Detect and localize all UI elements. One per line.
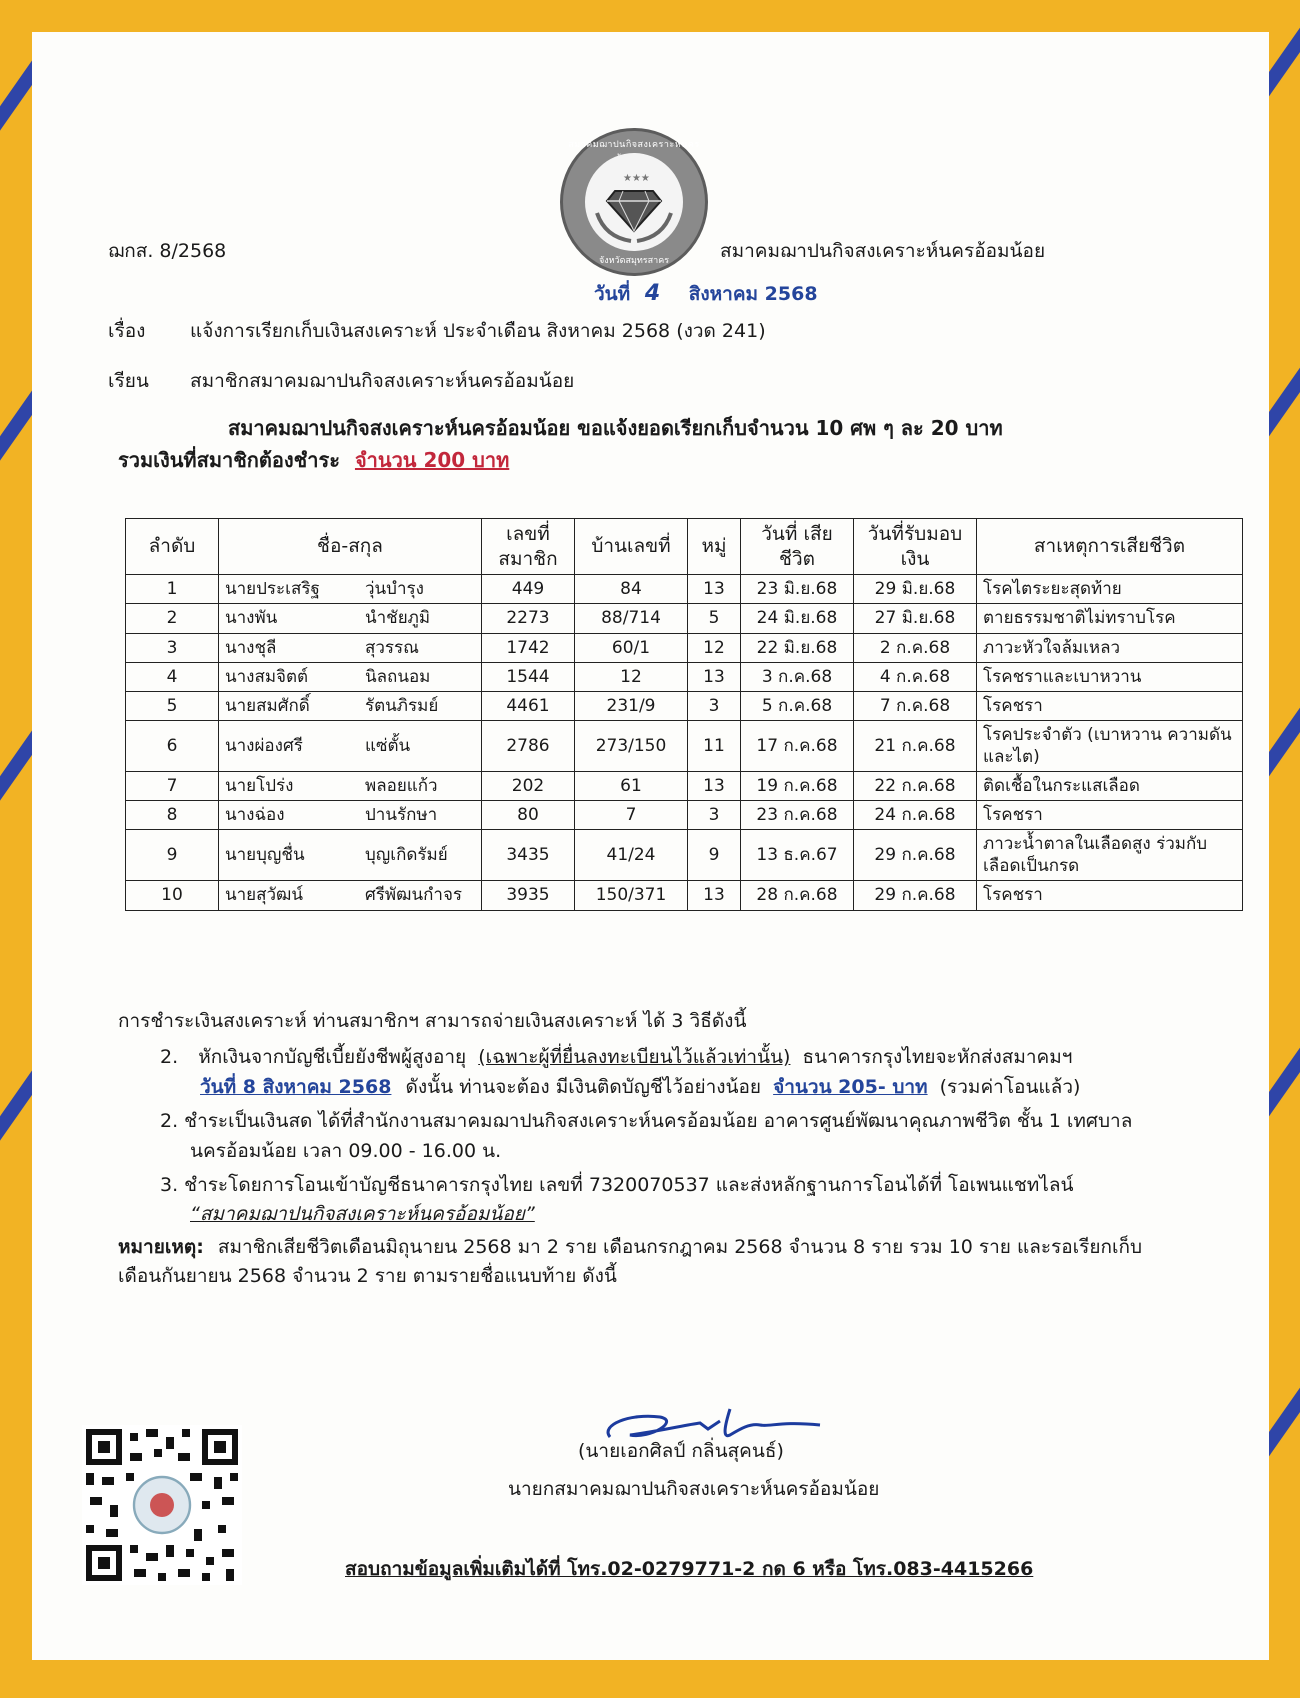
table-row <box>126 604 1243 633</box>
diamond-hands-icon <box>585 153 683 251</box>
cell-member-no: 202 <box>482 772 575 801</box>
cell-no: 10 <box>126 881 219 910</box>
cell-moo: 11 <box>688 720 741 771</box>
cell-moo: 13 <box>688 772 741 801</box>
cell-moo: 13 <box>688 662 741 691</box>
cell-house-no: 12 <box>575 662 688 691</box>
col-header-no: ลำดับ <box>126 519 219 575</box>
cell-death-date: 17 ก.ค.68 <box>741 720 854 771</box>
first-name: นายโปร่ง <box>225 776 294 797</box>
cell-member-no: 449 <box>482 575 575 604</box>
cell-moo: 9 <box>688 830 741 881</box>
cell-no: 7 <box>126 772 219 801</box>
cell-no: 9 <box>126 830 219 881</box>
svg-text:★★★: ★★★ <box>623 173 650 184</box>
note-text: สมาชิกเสียชีวิตเดือนมิถุนายน 2568 มา 2 ราย เดือนกรกฎาคม 2568 จำนวน 8 ราย รวม 10 ราย และรอเรียกเก็บ <box>217 1236 1143 1258</box>
cell-member-no: 3935 <box>482 881 575 910</box>
cell-moo: 12 <box>688 633 741 662</box>
last-name: สุวรรณ <box>365 637 419 658</box>
cell-paid-date: 29 ก.ค.68 <box>854 881 977 910</box>
cell-name <box>219 691 482 720</box>
association-name: สมาคมฌาปนกิจสงเคราะห์นครอ้อมน้อย <box>720 240 1046 262</box>
table-row <box>126 772 1243 801</box>
first-name: นายบุญชื่น <box>225 845 305 866</box>
transfer-fee-note: (รวมค่าโอนแล้ว) <box>939 1076 1081 1098</box>
cell-cause: โรคชราและเบาหวาน <box>977 662 1243 691</box>
cell-house-no: 273/150 <box>575 720 688 771</box>
subject-label: เรื่อง <box>108 320 146 342</box>
cell-cause: ติดเชื้อในกระแสเลือด <box>977 772 1243 801</box>
table-row <box>126 633 1243 662</box>
note-line2: เดือนกันยายน 2568 จำนวน 2 ราย ตามรายชื่อแนบท้าย ดังนี้ <box>118 1265 617 1287</box>
cell-member-no: 1544 <box>482 662 575 691</box>
last-name: นิลถนอม <box>365 666 431 687</box>
table-row <box>126 720 1243 771</box>
date-day: 4 <box>644 281 661 306</box>
cell-paid-date: 27 มิ.ย.68 <box>854 604 977 633</box>
cell-death-date: 24 มิ.ย.68 <box>741 604 854 633</box>
cell-name <box>219 830 482 881</box>
col-header-moo: หมู่ <box>688 519 741 575</box>
announcement-line2 <box>118 448 509 473</box>
deceased-members-table <box>125 518 1243 911</box>
signatory-position: นายกสมาคมฌาปนกิจสงเคราะห์นครอ้อมน้อย <box>508 1478 880 1500</box>
cell-death-date: 3 ก.ค.68 <box>741 662 854 691</box>
cell-death-date: 13 ธ.ค.67 <box>741 830 854 881</box>
table-row <box>126 830 1243 881</box>
cell-member-no: 80 <box>482 801 575 830</box>
method-1-balance-text: ดังนั้น ท่านจะต้อง มีเงินติดบัญชีไว้อย่างน้อย <box>405 1076 762 1098</box>
cell-no: 3 <box>126 633 219 662</box>
cell-name <box>219 604 482 633</box>
cell-moo: 5 <box>688 604 741 633</box>
recipient-text: สมาชิกสมาคมฌาปนกิจสงเคราะห์นครอ้อมน้อย <box>190 370 575 392</box>
table-row <box>126 575 1243 604</box>
cell-paid-date: 4 ก.ค.68 <box>854 662 977 691</box>
association-seal <box>560 128 708 276</box>
cell-name <box>219 662 482 691</box>
cell-cause: โรคประจำตัว (เบาหวาน ความดัน และไต) <box>977 720 1243 771</box>
table-header-row <box>126 519 1243 575</box>
cell-house-no: 84 <box>575 575 688 604</box>
cell-paid-date: 24 ก.ค.68 <box>854 801 977 830</box>
cell-death-date: 19 ก.ค.68 <box>741 772 854 801</box>
line-openchat-name: “สมาคมฌาปนกิจสงเคราะห์นครอ้อมน้อย” <box>190 1203 535 1225</box>
cell-house-no: 150/371 <box>575 881 688 910</box>
cell-cause: โรคไตระยะสุดท้าย <box>977 575 1243 604</box>
cell-name <box>219 633 482 662</box>
cell-member-no: 1742 <box>482 633 575 662</box>
method-1-number: 2. <box>160 1046 179 1068</box>
table-row <box>126 662 1243 691</box>
cell-name <box>219 720 482 771</box>
seal-bottom-text: จังหวัดสมุทรสาคร <box>598 256 670 266</box>
cell-no: 1 <box>126 575 219 604</box>
cell-moo: 13 <box>688 575 741 604</box>
cell-name <box>219 772 482 801</box>
cell-member-no: 2786 <box>482 720 575 771</box>
total-amount: จำนวน 200 บาท <box>354 448 510 472</box>
subject-text: แจ้งการเรียกเก็บเงินสงเคราะห์ ประจำเดือน สิงหาคม 2568 (งวด 241) <box>190 320 766 342</box>
cell-name <box>219 881 482 910</box>
note-label: หมายเหตุ: <box>118 1236 204 1258</box>
cell-no: 4 <box>126 662 219 691</box>
table-row <box>126 691 1243 720</box>
first-name: นางพัน <box>225 608 278 629</box>
last-name: ปานรักษา <box>365 805 438 826</box>
cell-paid-date: 21 ก.ค.68 <box>854 720 977 771</box>
method-1-bank: ธนาคารกรุงไทยจะหักส่งสมาคมฯ <box>802 1046 1073 1068</box>
last-name: ศรีพัฒนกำจร <box>365 885 463 906</box>
cell-death-date: 23 ก.ค.68 <box>741 801 854 830</box>
payment-intro: การชำระเงินสงเคราะห์ ท่านสมาชิกฯ สามารถจ่ายเงินสงเคราะห์ ได้ 3 วิธีดังนี้ <box>118 1010 747 1032</box>
cell-moo: 3 <box>688 801 741 830</box>
cell-no: 8 <box>126 801 219 830</box>
cell-paid-date: 22 ก.ค.68 <box>854 772 977 801</box>
col-header-house-no: บ้านเลขที่ <box>575 519 688 575</box>
col-header-death-date: วันที่ เสียชีวิต <box>741 519 854 575</box>
col-header-member-no: เลขที่ สมาชิก <box>482 519 575 575</box>
first-name: นางชุลี <box>225 637 277 658</box>
date-prefix: วันที่ <box>594 283 631 305</box>
first-name: นายสมศักดิ์ <box>225 695 310 716</box>
recipient-label: เรียน <box>108 370 149 392</box>
date-month-year: สิงหาคม 2568 <box>688 283 818 305</box>
cell-death-date: 22 มิ.ย.68 <box>741 633 854 662</box>
cell-cause: ตายธรรมชาติไม่ทราบโรค <box>977 604 1243 633</box>
cell-cause: โรคชรา <box>977 801 1243 830</box>
cell-cause: โรคชรา <box>977 691 1243 720</box>
payment-method-2-line2: นครอ้อมน้อย เวลา 09.00 - 16.00 น. <box>190 1140 502 1162</box>
note-line1 <box>118 1236 1142 1260</box>
contact-info: สอบถามข้อมูลเพิ่มเติมได้ที่ โทร.02-0279771-2 กด 6 หรือ โทร.083-4415266 <box>345 1558 1034 1580</box>
cell-no: 6 <box>126 720 219 771</box>
cell-moo: 13 <box>688 881 741 910</box>
col-header-cause: สาเหตุการเสียชีวิต <box>977 519 1243 575</box>
document-date <box>594 280 818 308</box>
last-name: พลอยแก้ว <box>365 776 438 797</box>
payment-method-1-cont <box>200 1076 1080 1100</box>
first-name: นายประเสริฐ <box>225 579 320 600</box>
table-row <box>126 881 1243 910</box>
payment-method-1 <box>160 1046 1072 1070</box>
first-name: นางฉ่อง <box>225 805 285 826</box>
first-name: นายสุวัฒน์ <box>225 885 304 906</box>
deduction-date: วันที่ 8 สิงหาคม 2568 <box>200 1076 392 1098</box>
cell-house-no: 41/24 <box>575 830 688 881</box>
cell-member-no: 3435 <box>482 830 575 881</box>
cell-death-date: 23 มิ.ย.68 <box>741 575 854 604</box>
cell-no: 5 <box>126 691 219 720</box>
cell-moo: 3 <box>688 691 741 720</box>
minimum-balance: จำนวน 205- บาท <box>773 1076 928 1098</box>
cell-name <box>219 575 482 604</box>
col-header-name: ชื่อ-สกุล <box>219 519 482 575</box>
method-1-text: หักเงินจากบัญชีเบี้ยยังชีพผู้สูงอายุ <box>198 1046 467 1068</box>
signatory-name: (นายเอกศิลป์ กลิ่นสุคนธ์) <box>578 1440 784 1462</box>
cell-paid-date: 7 ก.ค.68 <box>854 691 977 720</box>
last-name: วุ่นบำรุง <box>365 579 424 600</box>
payment-method-3-line1: 3. ชำระโดยการโอนเข้าบัญชีธนาคารกรุงไทย เลขที่ 7320070537 และส่งหลักฐานการโอนได้ที่ โอเพนแชทไลน์ <box>160 1174 1074 1196</box>
method-1-condition: (เฉพาะผู้ที่ยื่นลงทะเบียนไว้แล้วเท่านั้น) <box>478 1046 791 1068</box>
cell-member-no: 2273 <box>482 604 575 633</box>
total-label: รวมเงินที่สมาชิกต้องชำระ <box>118 448 340 472</box>
last-name: รัตนภิรมย์ <box>365 695 439 716</box>
payment-method-2-line1: 2. ชำระเป็นเงินสด ได้ที่สำนักงานสมาคมฌาปนกิจสงเคราะห์นครอ้อมน้อย อาคารศูนย์พัฒนาคุณภาพชีวิต ชั้น 1 เทศบาล <box>160 1110 1133 1132</box>
cell-house-no: 88/714 <box>575 604 688 633</box>
cell-cause: ภาวะหัวใจล้มเหลว <box>977 633 1243 662</box>
cell-house-no: 231/9 <box>575 691 688 720</box>
last-name: นำชัยภูมิ <box>365 608 431 629</box>
first-name: นางสมจิตต์ <box>225 666 309 687</box>
col-header-paid-date: วันที่รับมอบ เงิน <box>854 519 977 575</box>
cell-house-no: 60/1 <box>575 633 688 662</box>
cell-paid-date: 2 ก.ค.68 <box>854 633 977 662</box>
first-name: นางผ่องศรี <box>225 735 303 756</box>
cell-cause: ภาวะน้ำตาลในเลือดสูง ร่วมกับเลือดเป็นกรด <box>977 830 1243 881</box>
last-name: บุญเกิดรัมย์ <box>365 845 448 866</box>
seal-top-text: สมาคมฌาปนกิจสงเคราะห์นคร <box>568 140 700 150</box>
document-number: ฌกส. 8/2568 <box>108 240 227 262</box>
cell-death-date: 28 ก.ค.68 <box>741 881 854 910</box>
cell-cause: โรคชรา <box>977 881 1243 910</box>
seal-emblem <box>585 153 683 251</box>
cell-paid-date: 29 มิ.ย.68 <box>854 575 977 604</box>
cell-house-no: 61 <box>575 772 688 801</box>
cell-no: 2 <box>126 604 219 633</box>
cell-paid-date: 29 ก.ค.68 <box>854 830 977 881</box>
table-row <box>126 801 1243 830</box>
cell-death-date: 5 ก.ค.68 <box>741 691 854 720</box>
cell-member-no: 4461 <box>482 691 575 720</box>
last-name: แซ่ตั้น <box>365 735 411 756</box>
cell-house-no: 7 <box>575 801 688 830</box>
announcement-line1: สมาคมฌาปนกิจสงเคราะห์นครอ้อมน้อย ขอแจ้งยอดเรียกเก็บจำนวน 10 ศพ ๆ ละ 20 บาท <box>228 416 1003 440</box>
cell-name <box>219 801 482 830</box>
qr-code-icon <box>82 1425 242 1585</box>
